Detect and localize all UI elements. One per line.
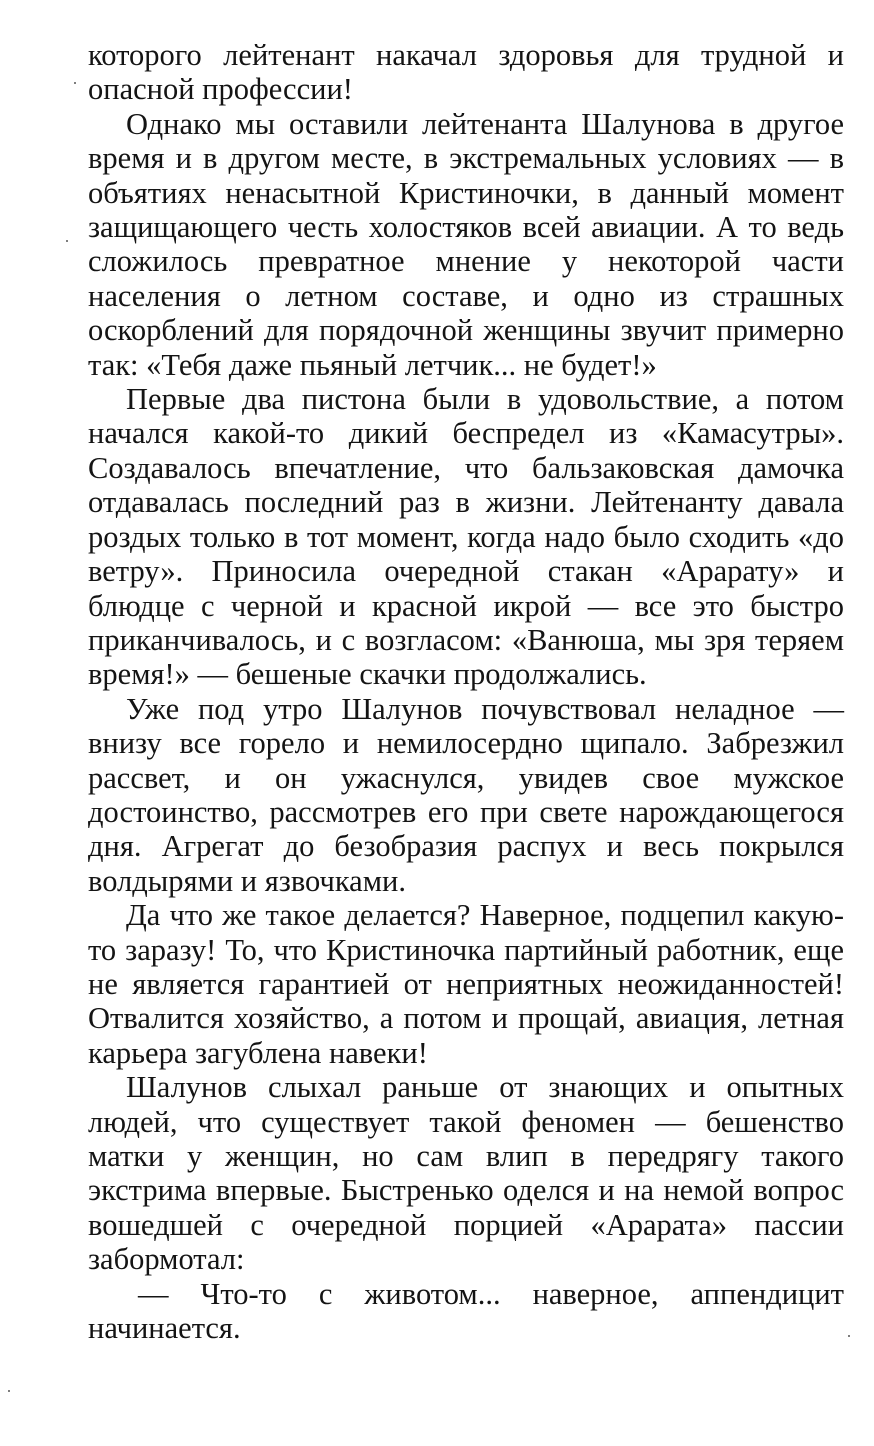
scan-speck — [8, 1390, 10, 1392]
paragraph-2: Однако мы оставили лейтенанта Шалунова в другое время и в другом месте, в экстремальных условиях — в объятиях ненасытной Кристиночки, в данный момент защищающего честь холостяков всей авиации. А то ведь сложилось превратное мнение у некоторой части населения о летном составе, и одно из страшных оскорблений для порядочной женщины звучит примерно так: «Тебя даже пьяный летчик... не будет!» — [88, 106, 844, 382]
scan-speck — [74, 82, 76, 84]
paragraph-6: Шалунов слыхал раньше от знающих и опытных людей, что существует такой феномен — бешенство матки у женщин, но сам влип в передрягу такого экстрима впервые. Быстренько оделся и на немой вопрос вошедшей с очередной порцией «Арарата» пассии забормотал: — [88, 1070, 844, 1277]
scan-speck — [848, 1335, 850, 1337]
paragraph-4: Уже под утро Шалунов почувствовал неладное — внизу все горело и немилосердно щипало. Забрезжил рассвет, и он ужаснулся, увидев свое мужское достоинство, рассмотрев его при свете нарождающегося дня. Агрегат до безобразия распух и весь покрылся волдырями и язвочками. — [88, 691, 844, 898]
paragraph-1: которого лейтенант накачал здоровья для трудной и опасной профессии! — [88, 38, 844, 107]
paragraph-5: Да что же такое делается? Наверное, подцепил какую-то заразу! То, что Кристиночка партийный работник, еще не является гарантией от неприятных неожиданностей! Отвалится хозяйство, а потом и прощай, авиация, летная карьера загублена навеки! — [88, 898, 844, 1070]
scan-speck — [66, 240, 68, 242]
paragraph-3: Первые два пистона были в удовольствие, а потом начался какой-то дикий беспредел из «Камасутры». Создавалось впечатление, что бальзаковская дамочка отдавалась последний раз в жизни. Лейтенанту давала роздых только в тот момент, когда надо было сходить «до ветру». Приносила очередной стакан «Арарату» и блюдце с черной и красной икрой — все это быстро приканчивалось, и с возгласом: «Ванюша, мы зря теряем время!» — бешеные скачки продолжались. — [88, 382, 844, 692]
page-text — [88, 38, 844, 1345]
paragraph-7-dialog: — Что-то с животом... наверное, аппендицит начинается. — [88, 1276, 844, 1346]
